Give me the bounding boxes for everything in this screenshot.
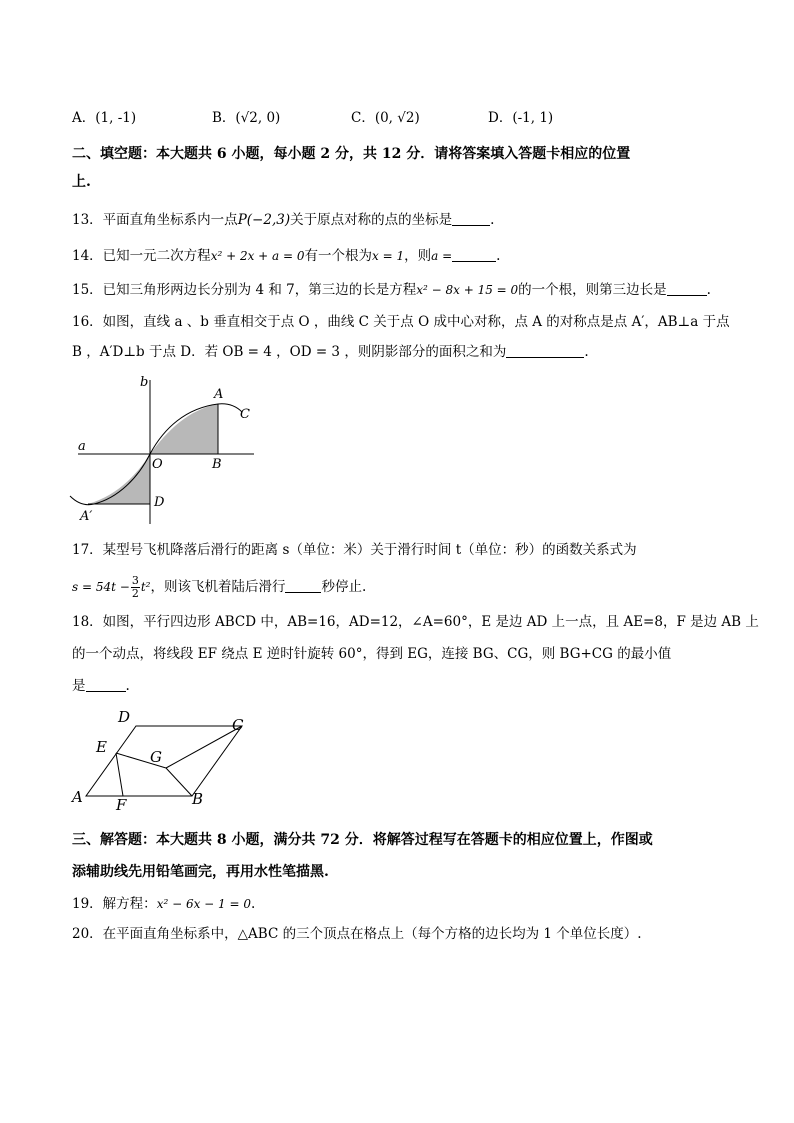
q16-label-B: B [212, 457, 222, 472]
q18-label-C: C [232, 716, 244, 734]
q19-equation: x² − 6x − 1 = 0 [156, 897, 251, 911]
q16-label-A: A [214, 387, 224, 402]
q14-text-c: ，则 [404, 248, 432, 264]
q14-answer-blank[interactable] [452, 247, 496, 262]
q18-label-A: A [72, 788, 83, 806]
option-b[interactable]: B．(√2, 0) [212, 110, 281, 126]
question-17-line1: 17．某型号飞机降落后滑行的距离 s（单位：米）关于滑行时间 t（单位：秒）的函数关系式为 [72, 542, 637, 558]
q18-segment-gc [166, 726, 242, 768]
question-18-line3 [72, 676, 130, 696]
q16-figure [64, 372, 264, 528]
q16-label-C: C [240, 407, 250, 422]
q19-end: . [251, 896, 256, 912]
q16-end: . [584, 344, 589, 360]
question-20: 20．在平面直角坐标系中，△ABC 的三个顶点在格点上（每个方格的边长均为 1 个单位长度）. [72, 926, 642, 942]
q18-segment-ef [116, 753, 123, 796]
section3-heading-line2: 添辅助线先用铅笔画完，再用水性笔描黑. [72, 864, 329, 880]
section2-heading-line2: 上. [72, 174, 91, 190]
section2-heading-line1: 二、填空题：本大题共 6 小题，每小题 2 分，共 12 分．请将答案填入答题卡相应的位置 [72, 146, 631, 162]
q17-frac-numerator: 3 [131, 574, 139, 587]
q17-text-c: 秒停止. [321, 579, 367, 595]
q18-label-B: B [192, 790, 204, 808]
q18-answer-blank[interactable] [86, 677, 126, 692]
q13-end: . [490, 212, 495, 228]
q16-label-D: D [154, 495, 165, 510]
question-14 [72, 246, 500, 266]
q19-text: 19．解方程： [72, 896, 157, 912]
q17-text-b: ，则该飞机着陆后滑行 [150, 579, 286, 595]
q17-formula-b: t² [140, 580, 151, 594]
question-18-line2: 的一个动点，将线段 EF 绕点 E 逆时针旋转 60°，得到 EG，连接 BG、CG，则 BG+CG 的最小值 [72, 646, 672, 662]
q17-formula-a: s = 54t − [72, 580, 130, 594]
q13-text-a: 13．平面直角坐标系内一点 [72, 212, 238, 228]
q13-point: P(−2,3) [237, 212, 291, 228]
q16-shaded-region-lower [88, 454, 150, 504]
q16-label-A-prime: A′ [80, 509, 93, 524]
q14-end: . [496, 248, 501, 264]
option-a[interactable]: A．(1, -1) [72, 110, 137, 126]
q15-answer-blank[interactable] [667, 281, 707, 296]
q13-answer-blank[interactable] [452, 211, 490, 226]
q16-label-a: a [78, 439, 86, 454]
q15-text-b: 的一个根，则第三边长是 [518, 282, 667, 298]
q18-label-F: F [116, 796, 127, 810]
question-15 [72, 280, 711, 300]
question-16-line1: 16．如图，直线 a 、b 垂直相交于点 O ，曲线 C 关于点 O 成中心对称，点 A 的对称点是点 A′，AB⊥a 于点 [72, 314, 730, 330]
q15-end: . [706, 282, 711, 298]
q16-label-b: b [140, 375, 149, 390]
q18-label-D: D [118, 708, 131, 726]
q18-line3-text: 是 [72, 678, 86, 694]
question-16-line2 [72, 342, 589, 362]
q15-text-a: 15．已知三角形两边长分别为 4 和 7，第三边的长是方程 [72, 282, 417, 298]
q18-parallelogram-abcd [86, 726, 242, 796]
q18-label-E: E [96, 738, 107, 756]
q14-text-a: 14．已知一元二次方程 [72, 248, 211, 264]
q15-equation: x² − 8x + 15 = 0 [416, 283, 519, 297]
option-c[interactable]: C．(0, √2) [351, 110, 420, 126]
q17-frac-denominator: 2 [131, 587, 139, 600]
q18-segment-gb [166, 768, 192, 796]
q16-line2-text: B ，A′D⊥b 于点 D．若 OB = 4 ，OD = 3 ，则阴影部分的面积之和为 [72, 344, 507, 360]
q13-text-b: 关于原点对称的点的坐标是 [290, 212, 453, 228]
q14-root: x = 1 [372, 249, 405, 263]
option-d[interactable]: D．(-1, 1) [488, 110, 554, 126]
q16-answer-blank[interactable] [506, 343, 584, 358]
q16-shaded-region-upper [150, 404, 218, 454]
q14-var: a = [431, 249, 453, 263]
q17-answer-blank[interactable] [285, 578, 321, 593]
q14-equation: x² + 2x + a = 0 [210, 249, 305, 263]
question-18-line1: 18．如图，平行四边形 ABCD 中，AB=16，AD=12，∠A=60°，E 是边 AD 上一点，且 AE=8，F 是边 AB 上 [72, 614, 759, 630]
q16-label-O: O [152, 457, 163, 472]
question-19 [72, 894, 255, 914]
section3-heading-line1: 三、解答题：本大题共 8 小题，满分共 72 分．将解答过程写在答题卡的相应位置上，作图或 [72, 832, 653, 848]
question-13 [72, 210, 494, 230]
q18-figure [66, 706, 266, 810]
q18-end: . [125, 678, 130, 694]
q18-label-G: G [150, 748, 162, 766]
question-17-line2 [72, 570, 366, 604]
q17-fraction [131, 575, 140, 600]
q14-text-b: 有一个根为 [304, 248, 373, 264]
